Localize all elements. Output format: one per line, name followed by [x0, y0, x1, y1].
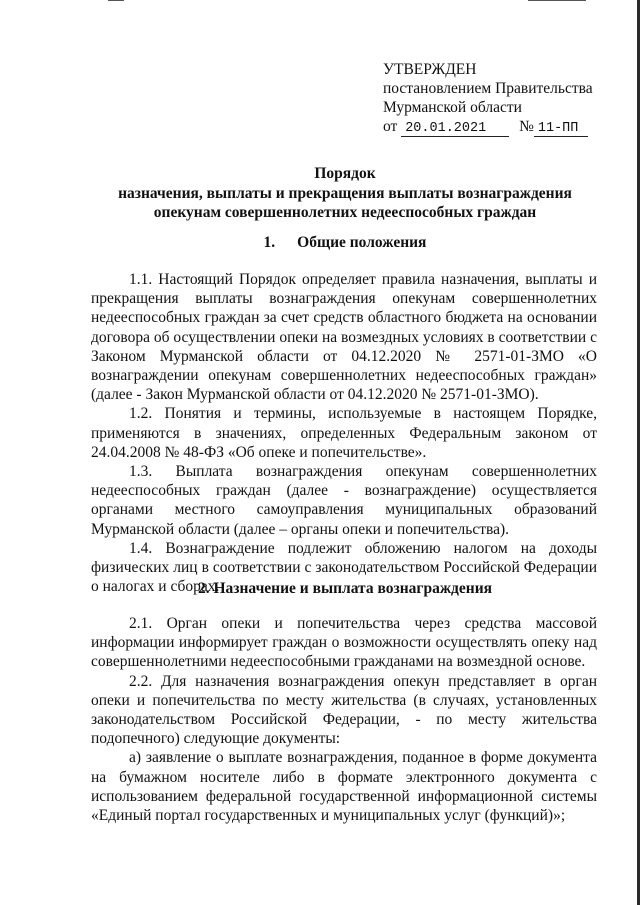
paragraph-2-2: 2.2. Для назначения вознаграждения опекун представляет в орган опеки и попечительства по месту жительства (в случаях, установленных законодательством Российской Федерации, - по месту жительства подопечного) следующие документы: — [91, 672, 597, 748]
paragraph-1-1: 1.1. Настоящий Порядок определяет правила назначения, выплаты и прекращения выплаты вознаграждения опекунам совершеннолетних недееспособных граждан за счет средств областного бюджета на основании договора об осуществлении опеки на возмездных условиях в соответствии с Законом Мурманской области от 04.12.2020 № 2571-01-ЗМО «О вознаграждении опекунам совершеннолетних недееспособных граждан» (далее - Закон Мурманской области от 04.12.2020 № 2571-01-ЗМО). — [91, 271, 597, 404]
section-1-heading — [90, 234, 600, 252]
document-title — [90, 164, 600, 223]
approval-number: 11-ПП — [534, 121, 588, 137]
approval-line-2: постановлением Правительства — [383, 80, 593, 97]
section-1-number: 1. — [263, 234, 276, 251]
date-prefix: от — [383, 118, 398, 135]
approval-date: 20.01.2021 — [401, 121, 509, 137]
paragraph-1-2: 1.2. Понятия и термины, используемые в настоящем Порядке, применяются в значениях, определенных Федеральным законом от 24.04.2008 № 48-ФЗ «Об опеке и попечительстве». — [91, 405, 597, 461]
title-line-2: назначения, выплаты и прекращения выплаты вознаграждения — [118, 184, 572, 202]
section-2-heading: 2. Назначение и выплата вознаграждения — [197, 580, 493, 597]
scan-top-mark-right — [528, 0, 586, 1]
paragraph-1-3: 1.3. Выплата вознаграждения опекунам совершеннолетних недееспособных граждан (далее - вознаграждение) осуществляется органами местного самоуправления муниципальных образований Мурманской области (далее – органы опеки и попечительства). — [91, 463, 597, 538]
title-line-1: Порядок — [314, 165, 376, 182]
title-line-3: опекунам совершеннолетних недееспособных граждан — [153, 204, 537, 221]
approval-stamp — [383, 60, 623, 137]
paragraph-2-1: 2.1. Орган опеки и попечительства через средства массовой информации информирует граждан о возможности осуществлять опеку над совершеннолетними недееспособными гражданами на возмездной основе. — [91, 615, 597, 671]
section-1-title: Общие положения — [297, 234, 427, 251]
approval-line-3: Мурманской области — [383, 99, 522, 116]
section-1-body — [91, 270, 597, 596]
approval-line-1: УТВЕРЖДЕН — [383, 61, 477, 78]
section-2-body — [91, 614, 597, 825]
paragraph-2-2-a: а) заявление о выплате вознаграждения, поданное в форме документа на бумажном носителе либо в формате электронного документа с использованием федеральной государственной информационной системы «Единый портал государственных и муниципальных услуг (функций)»; — [91, 749, 597, 825]
paragraph-1-4: 1.4. Вознаграждение подлежит обложению налогом на доходы физических лиц в соответствии с законодательством Российской Федерации о налогах и сборах. — [91, 539, 597, 596]
number-prefix: № — [519, 118, 534, 135]
approval-date-line — [383, 117, 623, 137]
scan-top-mark-left — [108, 0, 124, 1]
